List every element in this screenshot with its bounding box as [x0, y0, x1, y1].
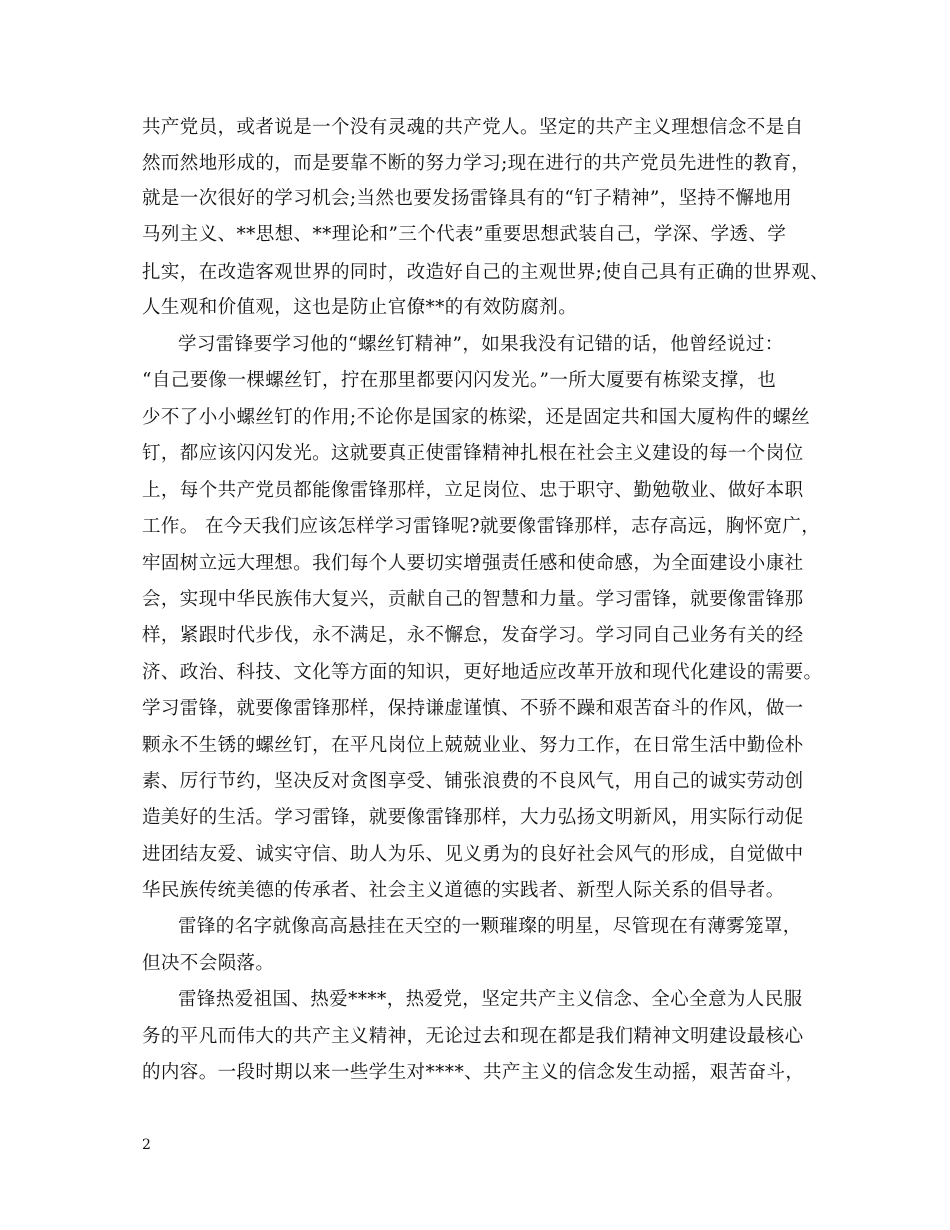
text-line: 牢固树立远大理想。我们每个人要切实增强责任感和使命感，为全面建设小康社 [142, 553, 804, 574]
paragraph-start-line: 雷锋的名字就像高高悬挂在天空的一颗璀璨的明星，尽管现在有薄雾笼罩， [178, 916, 802, 937]
text-line: 少不了小小螺丝钉的作用;不论你是国家的栋梁，还是固定共和国大厦构件的螺丝 [142, 407, 811, 428]
text-line: 扎实，在改造客观世界的同时，改造好自己的主观世界;使自己具有正确的世界观、 [142, 262, 830, 283]
text-line: 人生观和价值观，这也是防止官僚**的有效防腐剂。 [142, 297, 578, 318]
paragraph-start-line: 雷锋热爱祖国、热爱****，热爱党，坚定共产主义信念、全心全意为人民服 [178, 989, 803, 1010]
text-line: 会，实现中华民族伟大复兴，贡献自己的智慧和力量。学习雷锋，就要像雷锋那 [142, 589, 804, 610]
text-line: 样，紧跟时代步伐，永不满足，永不懈怠，发奋学习。学习同自己业务有关的经 [142, 625, 804, 646]
text-line: 济、政治、科技、文化等方面的知识，更好地适应改革开放和现代化建设的需要。 [142, 662, 823, 683]
text-line: 的内容。一段时期以来一些学生对****、共产主义的信念发生动摇，艰苦奋斗， [142, 1062, 805, 1083]
text-line: “自己要像一棵螺丝钉，拧在那里都要闪闪发光。”一所大厦要有栋梁支撑，也 [142, 370, 777, 391]
text-line: 共产党员，或者说是一个没有灵魂的共产党人。坚定的共产主义理想信念不是自 [142, 117, 804, 138]
text-line: 颗永不生锈的螺丝钉，在平凡岗位上兢兢业业、努力工作，在日常生活中勤俭朴 [142, 735, 804, 756]
text-line: 素、厉行节约，坚决反对贪图享受、铺张浪费的不良风气，用自己的诚实劳动创 [142, 771, 804, 792]
page-number: 2 [142, 1137, 151, 1153]
text-line: 钉，都应该闪闪发光。这就要真正使雷锋精神扎根在社会主义建设的每一个岗位 [142, 443, 804, 464]
text-line: 但决不会陨落。 [142, 953, 275, 974]
text-line: 学习雷锋，就要像雷锋那样，保持谦虚谨慎、不骄不躁和艰苦奋斗的作风，做一 [142, 698, 804, 719]
text-line: 马列主义、**思想、**理论和”三个代表”重要思想武装自己，学深、学透、学 [142, 224, 787, 245]
paragraph-start-line: 学习雷锋要学习他的“螺丝钉精神”，如果我没有记错的话，他曾经说过： [178, 334, 784, 355]
text-line: 务的平凡而伟大的共产主义精神，无论过去和现在都是我们精神文明建设最核心 [142, 1026, 804, 1047]
text-line: 然而然地形成的，而是要靠不断的努力学习;现在进行的共产党员先进性的教育， [142, 153, 811, 174]
text-line: 华民族传统美德的传承者、社会主义道德的实践者、新型人际关系的倡导者。 [142, 880, 785, 901]
text-line: 工作。 在今天我们应该怎样学习雷锋呢?就要像雷锋那样，志存高远，胸怀宽广， [142, 516, 821, 537]
text-line: 造美好的生活。学习雷锋，就要像雷锋那样，大力弘扬文明新风，用实际行动促 [142, 807, 804, 828]
text-line: 就是一次很好的学习机会;当然也要发扬雷锋具有的“钉子精神”，坚持不懈地用 [142, 188, 793, 209]
text-line: 上，每个共产党员都能像雷锋那样，立足岗位、忠于职守、勤勉敬业、做好本职 [142, 480, 804, 501]
text-line: 进团结友爱、诚实守信、助人为乐、见义勇为的良好社会风气的形成，自觉做中 [142, 844, 804, 865]
